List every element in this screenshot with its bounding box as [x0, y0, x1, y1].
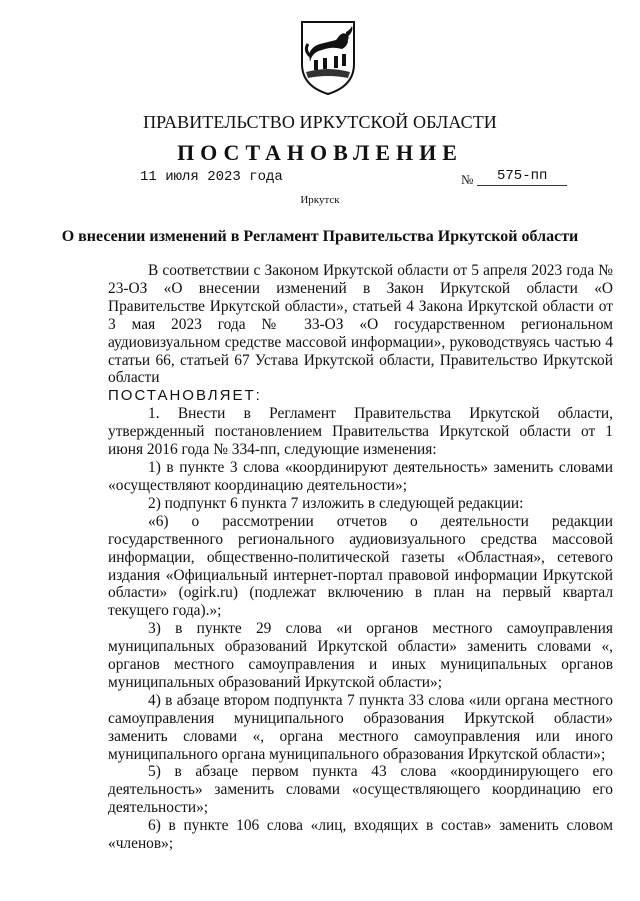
clause-paragraph: «6) о рассмотрении отчетов о деятельности редакции государственного регионального аудиовизуального средства массовой информации, общественно-политической газеты «Областная», сетевого издания «Официальный интернет-портал правовой информации Иркутской области» (ogirk.ru) (подлежат включению в план на первый квартал текущего года).»; [108, 512, 613, 620]
clause-paragraph: 3) в пункте 29 слова «и органов местного самоуправления муниципальных образований Иркутской области» заменить словами «, органов местного самоуправления и иных муниципальных органов муниципальных образований Иркутской области»; [108, 620, 613, 691]
decree-word: ПОСТАНОВЛЯЕТ: [108, 387, 262, 405]
document-body [108, 262, 613, 853]
preamble-paragraph: В соответствии с Законом Иркутской области от 5 апреля 2023 года № 23-ОЗ «О внесении изменений в Закон Иркутской области «О Правительстве Иркутской области», статьей 4 Закона Иркутской области от 3 мая 2023 года № 33-ОЗ «О государственном региональном аудиовизуальном средстве массовой информации», руководствуясь частью 4 статьи 66, статьей 67 Устава Иркутской области, Правительство Иркутской области [108, 262, 613, 387]
document-city: Иркутск [300, 194, 340, 206]
clause-paragraph: 6) в пункте 106 слова «лиц, входящих в состав» заменить словом «членов»; [108, 817, 613, 853]
document-title: О внесении изменений в Регламент Правительства Иркутской области [61, 228, 579, 245]
government-name: ПРАВИТЕЛЬСТВО ИРКУТСКОЙ ОБЛАСТИ [143, 112, 497, 132]
clause-paragraph: 4) в абзаце втором подпункта 7 пункта 33 слова «или органа местного самоуправления муниципального образования Иркутской области» заменить словами «, органа местного самоуправления или иного муниципального органа муниципального образования Иркутской области»; [108, 691, 613, 763]
clause-paragraph: 2) подпункт 6 пункта 7 изложить в следующей редакции: [148, 494, 524, 512]
clause-paragraph: 1. Внести в Регламент Правительства Иркутской области, утвержденный постановлением Правительства Иркутской области от 1 июня 2016 года № 334-пп, следующие изменения: [108, 405, 613, 459]
clause-paragraph: 5) в абзаце первом пункта 43 слова «координирующего его деятельность» заменить словами «осуществляющего координацию его деятельности»; [108, 763, 613, 817]
document-date: 11 июля 2023 года [140, 169, 283, 185]
document-number: 575-пп [477, 167, 567, 186]
irkutsk-coat-of-arms-icon [296, 16, 360, 96]
number-label: № [461, 172, 474, 187]
clause-paragraph: 1) в пункте 3 слова «координируют деятельность» заменить словами «осуществляют координацию деятельности»; [108, 459, 613, 494]
document-type: ПОСТАНОВЛЕНИЕ [177, 140, 463, 165]
